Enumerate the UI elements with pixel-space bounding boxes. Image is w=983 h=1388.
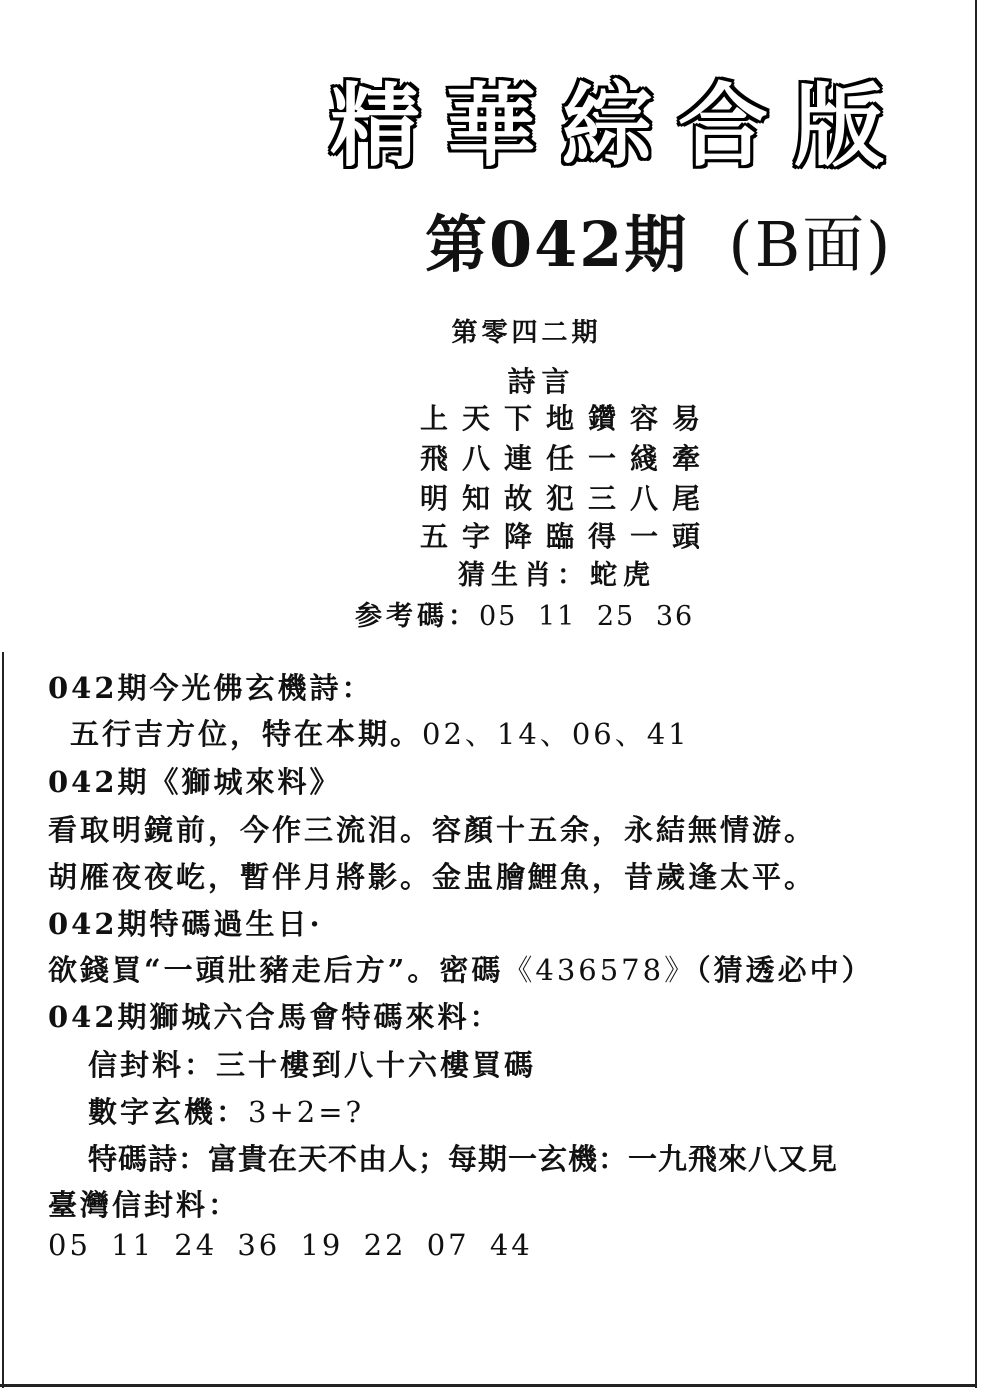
left-border-line (2, 652, 4, 1388)
zodiac-guess: 猜生肖：蛇虎 (458, 560, 656, 591)
reference-numbers: 05 11 25 36 (479, 601, 695, 632)
reference-label: 参考碼： (355, 601, 479, 632)
text-line: 042期今光佛玄機詩： (48, 671, 374, 705)
text-line: 042期《獅城來料》 (48, 765, 342, 799)
text-segment: （猜透必中） (696, 953, 874, 987)
text-line (48, 948, 874, 989)
poem-line: 上天下地鑽容易 (420, 402, 715, 435)
poem-line: 飛八連任一綫牽 (420, 442, 715, 475)
number-segment: 3+2=? (248, 1095, 365, 1129)
masthead-title: 精華綜合版 (330, 74, 910, 179)
poem-line: 明知故犯三八尾 (420, 482, 715, 515)
poem-line: 五字降臨得一頭 (420, 520, 715, 553)
bottom-border-line (0, 1384, 977, 1387)
issue-heading (425, 200, 892, 290)
number-segment: 05 11 24 36 19 22 07 44 (48, 1228, 533, 1262)
text-line: 胡雁夜夜屹，暫伴月將影。金盅膾鯉魚，昔歲逢太平。 (48, 860, 817, 894)
text-line: 042期特碼過生日· (48, 907, 323, 941)
number-line (48, 1228, 533, 1262)
poem-issue-heading: 第零四二期 (451, 318, 602, 348)
text-line (70, 712, 690, 753)
face-label: (B面) (728, 208, 893, 281)
text-segment: 欲錢買“一頭壯豬走后方”。密碼 (48, 953, 504, 987)
text-line: 042期獅城六合馬會特碼來料： (48, 1000, 502, 1034)
number-segment: 02、14、06、41 (422, 717, 690, 751)
issue-number: 第042期 (425, 208, 689, 281)
reference-codes (355, 594, 694, 633)
poem-title: 詩言 (507, 365, 576, 398)
text-line: 看取明鏡前，今作三流泪。容顏十五余，永結無情游。 (48, 813, 817, 847)
text-line: 信封料：三十樓到八十六樓買碼 (88, 1048, 537, 1082)
text-line (88, 1090, 364, 1131)
number-segment: 《436578》 (503, 953, 697, 987)
text-line: 臺灣信封料： (48, 1188, 241, 1222)
text-segment: 數字玄機： (88, 1095, 249, 1129)
right-border-line (975, 0, 977, 1388)
text-line: 特碼詩：富貴在天不由人；每期一玄機：一九飛來八又見 (88, 1142, 839, 1176)
text-segment: 五行吉方位，特在本期。 (70, 717, 423, 751)
